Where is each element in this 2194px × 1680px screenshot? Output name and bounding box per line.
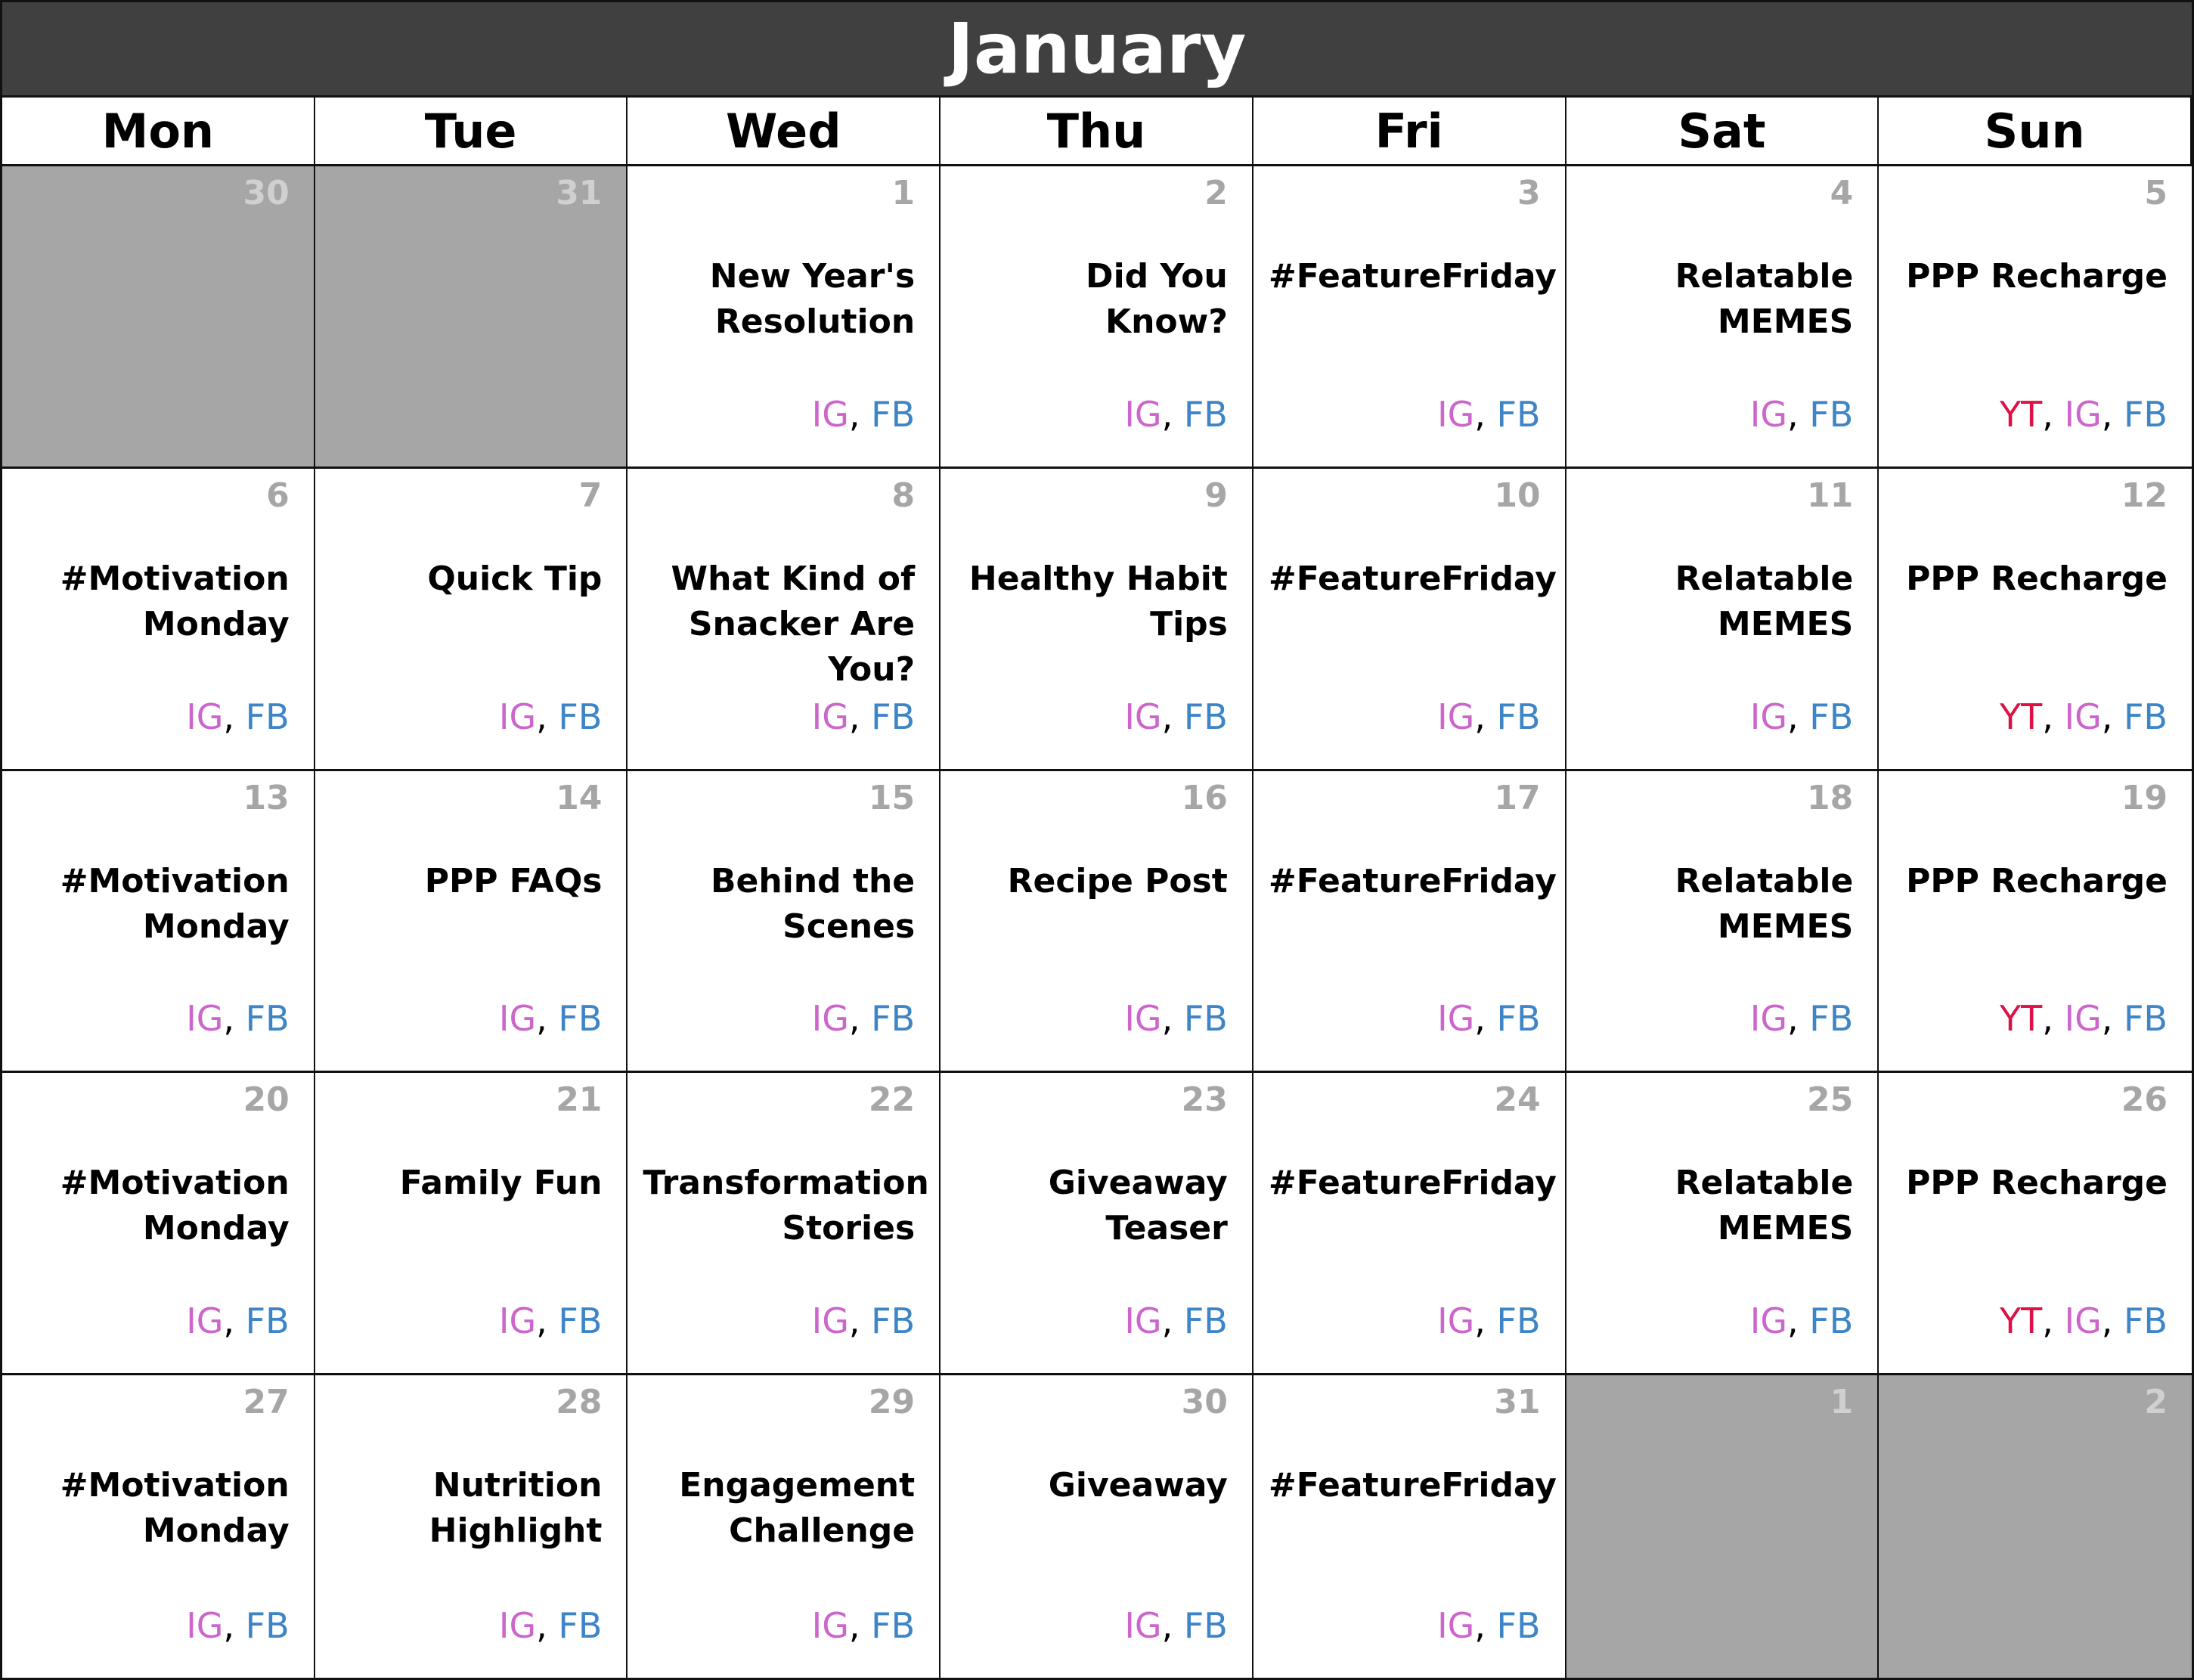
platform-list — [186, 998, 290, 1039]
day-number: 18 — [1807, 778, 1854, 817]
platform-separator: , — [1474, 1300, 1497, 1342]
post-topic: PPP Recharge — [1906, 559, 2168, 598]
platform-list — [1124, 998, 1228, 1039]
platform-list — [186, 1605, 290, 1646]
platform-separator: , — [848, 998, 872, 1040]
platform-tag-ig: IG — [1124, 998, 1162, 1040]
platform-list — [812, 1300, 916, 1341]
platform-list — [1124, 394, 1228, 435]
platform-tag-ig: IG — [498, 1604, 537, 1646]
platform-separator: , — [223, 998, 246, 1040]
platform-separator: , — [848, 393, 872, 435]
day-number: 31 — [556, 174, 603, 212]
platform-tag-ig: IG — [2064, 998, 2102, 1040]
calendar-day[interactable] — [1253, 469, 1566, 771]
platform-tag-ig: IG — [2064, 1300, 2102, 1342]
platform-tag-fb: FB — [1496, 696, 1541, 737]
platform-tag-ig: IG — [186, 1604, 224, 1646]
calendar-day[interactable] — [1253, 1073, 1566, 1375]
platform-tag-ig: IG — [1437, 393, 1475, 435]
post-topic: #FeatureFriday — [1268, 1164, 1557, 1203]
platform-tag-fb: FB — [2123, 998, 2168, 1040]
calendar-day-outside-month[interactable] — [315, 166, 628, 469]
platform-list — [1437, 998, 1541, 1039]
post-topic: Relatable MEMES — [1675, 559, 1854, 643]
platform-list — [812, 998, 916, 1039]
platform-list — [1437, 696, 1541, 737]
platform-tag-ig: IG — [498, 1300, 537, 1342]
post-topic: PPP FAQs — [424, 861, 603, 900]
post-topic: Relatable MEMES — [1675, 861, 1854, 946]
day-number: 25 — [1807, 1080, 1854, 1120]
platform-list — [499, 1605, 603, 1646]
platform-tag-ig: IG — [1124, 696, 1162, 737]
platform-separator: , — [2042, 1300, 2065, 1342]
platform-list — [812, 696, 916, 737]
calendar-day-outside-month[interactable] — [2, 166, 315, 469]
day-number: 17 — [1494, 778, 1541, 817]
platform-tag-fb: FB — [2123, 1300, 2168, 1342]
post-topic: Transformation Stories — [643, 1164, 929, 1248]
post-topic: #FeatureFriday — [1268, 559, 1557, 598]
platform-tag-fb: FB — [1496, 998, 1541, 1040]
platform-tag-ig: IG — [1124, 393, 1162, 435]
day-number: 10 — [1494, 476, 1541, 515]
platform-tag-yt: YT — [2000, 696, 2043, 737]
calendar-day[interactable] — [941, 1073, 1253, 1375]
calendar-day[interactable] — [628, 1073, 941, 1375]
weekday-header-wed: Wed — [628, 98, 941, 166]
platform-tag-ig: IG — [186, 696, 224, 737]
calendar-day[interactable] — [941, 771, 1253, 1074]
calendar-day[interactable] — [1566, 166, 1879, 469]
platform-tag-fb: FB — [558, 696, 603, 737]
platform-tag-ig: IG — [811, 1300, 849, 1342]
post-topic: Nutrition Highlight — [429, 1466, 603, 1551]
day-number: 15 — [868, 778, 916, 817]
platform-tag-fb: FB — [871, 998, 916, 1040]
platform-separator: , — [1161, 393, 1184, 435]
platform-separator: , — [2101, 393, 2124, 435]
platform-list — [186, 696, 290, 737]
post-topic: Did You Know? — [1086, 257, 1228, 341]
day-number: 23 — [1181, 1080, 1228, 1120]
platform-tag-fb: FB — [2123, 696, 2168, 737]
platform-tag-ig: IG — [498, 696, 537, 737]
platform-tag-ig: IG — [811, 696, 849, 737]
platform-tag-fb: FB — [245, 1604, 290, 1646]
platform-tag-ig: IG — [186, 1300, 224, 1342]
platform-list — [1750, 696, 1854, 737]
post-topic: #FeatureFriday — [1268, 861, 1557, 900]
platform-tag-ig: IG — [1749, 393, 1787, 435]
month-title: January — [2, 2, 2192, 98]
platform-tag-fb: FB — [558, 998, 603, 1040]
day-number: 1 — [891, 174, 916, 212]
calendar-day[interactable] — [2, 1073, 315, 1375]
platform-list — [2000, 696, 2168, 737]
platform-tag-yt: YT — [2000, 1300, 2043, 1342]
platform-list — [1437, 394, 1541, 435]
day-number: 22 — [868, 1080, 916, 1120]
day-number: 13 — [243, 778, 290, 817]
platform-separator: , — [536, 998, 559, 1040]
calendar-day[interactable] — [1253, 166, 1566, 469]
platform-tag-yt: YT — [2000, 393, 2043, 435]
weekday-header-mon: Mon — [2, 98, 315, 166]
platform-list — [186, 1300, 290, 1341]
post-topic: #Motivation Monday — [60, 861, 290, 946]
day-number: 21 — [556, 1080, 603, 1120]
platform-list — [1124, 1300, 1228, 1341]
weekday-header-sun: Sun — [1879, 98, 2192, 166]
day-number: 12 — [2121, 476, 2168, 515]
platform-separator: , — [2101, 1300, 2124, 1342]
platform-separator: , — [1474, 696, 1497, 737]
platform-tag-fb: FB — [1183, 998, 1228, 1040]
calendar-day[interactable] — [1566, 469, 1879, 771]
platform-tag-fb: FB — [1809, 998, 1854, 1040]
post-topic: #Motivation Monday — [60, 1164, 290, 1248]
calendar-day[interactable] — [628, 469, 941, 771]
day-number: 30 — [1181, 1383, 1228, 1422]
calendar-day[interactable] — [315, 1375, 628, 1678]
post-topic: PPP Recharge — [1906, 861, 2168, 900]
day-number: 14 — [556, 778, 603, 817]
platform-tag-ig: IG — [1124, 1300, 1162, 1342]
day-number: 8 — [891, 476, 916, 515]
platform-tag-fb: FB — [1183, 696, 1228, 737]
platform-tag-ig: IG — [1749, 998, 1787, 1040]
day-number: 19 — [2121, 778, 2168, 817]
platform-tag-fb: FB — [1496, 393, 1541, 435]
platform-list — [1750, 1300, 1854, 1341]
post-topic: PPP Recharge — [1906, 1164, 2168, 1203]
calendar-day[interactable] — [1879, 771, 2192, 1074]
post-topic: #FeatureFriday — [1268, 257, 1557, 296]
platform-separator: , — [223, 696, 246, 737]
platform-separator: , — [1161, 998, 1184, 1040]
day-number: 24 — [1494, 1080, 1541, 1120]
platform-list — [2000, 1300, 2168, 1341]
platform-separator: , — [1474, 1604, 1497, 1646]
calendar-day[interactable] — [1879, 166, 2192, 469]
calendar-day[interactable] — [1879, 469, 2192, 771]
platform-separator: , — [1787, 393, 1810, 435]
platform-tag-ig: IG — [1749, 1300, 1787, 1342]
post-topic: PPP Recharge — [1906, 257, 2168, 296]
day-number: 7 — [578, 476, 603, 515]
platform-separator: , — [2042, 393, 2065, 435]
post-topic: Healthy Habit Tips — [968, 559, 1228, 643]
post-topic: Recipe Post — [1007, 861, 1228, 900]
platform-separator: , — [1161, 1300, 1184, 1342]
platform-tag-fb: FB — [1183, 1604, 1228, 1646]
calendar-day[interactable] — [315, 469, 628, 771]
platform-separator: , — [2042, 696, 2065, 737]
post-topic: #Motivation Monday — [60, 1466, 290, 1551]
platform-separator: , — [1161, 1604, 1184, 1646]
platform-separator: , — [2101, 998, 2124, 1040]
calendar-day[interactable] — [941, 1375, 1253, 1678]
platform-list — [812, 394, 916, 435]
platform-separator: , — [536, 1300, 559, 1342]
day-number: 5 — [2144, 174, 2168, 212]
platform-tag-fb: FB — [871, 696, 916, 737]
day-number: 9 — [1204, 476, 1228, 515]
platform-tag-ig: IG — [2064, 393, 2102, 435]
platform-list — [1124, 696, 1228, 737]
platform-separator: , — [223, 1604, 246, 1646]
platform-tag-fb: FB — [871, 1300, 916, 1342]
calendar-day[interactable] — [2, 469, 315, 771]
platform-tag-fb: FB — [1496, 1604, 1541, 1646]
platform-list — [1437, 1605, 1541, 1646]
calendar-day[interactable] — [1253, 771, 1566, 1074]
platform-tag-ig: IG — [1749, 696, 1787, 737]
weekday-header-sat: Sat — [1566, 98, 1879, 166]
day-number: 30 — [243, 174, 290, 212]
platform-list — [499, 696, 603, 737]
platform-separator: , — [1474, 998, 1497, 1040]
platform-separator: , — [1787, 1300, 1810, 1342]
platform-separator: , — [223, 1300, 246, 1342]
post-topic: #FeatureFriday — [1268, 1466, 1557, 1505]
calendar-day[interactable] — [628, 771, 941, 1074]
platform-list — [1750, 998, 1854, 1039]
day-number: 1 — [1830, 1383, 1854, 1422]
platform-tag-fb: FB — [1809, 696, 1854, 737]
platform-separator: , — [1787, 696, 1810, 737]
day-number: 4 — [1830, 174, 1854, 212]
platform-list — [1437, 1300, 1541, 1341]
platform-tag-fb: FB — [1183, 393, 1228, 435]
calendar-day-outside-month[interactable] — [1879, 1375, 2192, 1678]
platform-separator: , — [1161, 696, 1184, 737]
platform-list — [1750, 394, 1854, 435]
platform-tag-fb: FB — [558, 1604, 603, 1646]
day-number: 6 — [266, 476, 290, 515]
calendar-day[interactable] — [628, 166, 941, 469]
post-topic: #Motivation Monday — [60, 559, 290, 643]
post-topic: Relatable MEMES — [1675, 1164, 1854, 1248]
platform-separator: , — [1474, 393, 1497, 435]
platform-list — [499, 1300, 603, 1341]
post-topic: Family Fun — [399, 1164, 603, 1203]
day-number: 31 — [1494, 1383, 1541, 1422]
platform-tag-ig: IG — [1437, 998, 1475, 1040]
platform-list — [1124, 1605, 1228, 1646]
platform-tag-fb: FB — [245, 998, 290, 1040]
platform-separator: , — [2042, 998, 2065, 1040]
day-number: 11 — [1807, 476, 1854, 515]
platform-list — [499, 998, 603, 1039]
calendar-day[interactable] — [315, 1073, 628, 1375]
platform-tag-fb: FB — [1809, 393, 1854, 435]
calendar-day[interactable] — [1566, 771, 1879, 1074]
calendar-day[interactable] — [941, 166, 1253, 469]
weekday-header-thu: Thu — [941, 98, 1253, 166]
platform-tag-fb: FB — [2123, 393, 2168, 435]
day-number: 16 — [1181, 778, 1228, 817]
platform-tag-fb: FB — [871, 1604, 916, 1646]
post-topic: Quick Tip — [427, 559, 603, 598]
platform-separator: , — [1787, 998, 1810, 1040]
post-topic: Engagement Challenge — [679, 1466, 916, 1551]
platform-tag-ig: IG — [811, 393, 849, 435]
calendar-day[interactable] — [2, 771, 315, 1074]
weekday-header-fri: Fri — [1253, 98, 1566, 166]
platform-tag-fb: FB — [1496, 1300, 1541, 1342]
calendar-day[interactable] — [628, 1375, 941, 1678]
platform-list — [812, 1605, 916, 1646]
platform-tag-ig: IG — [186, 998, 224, 1040]
post-topic: Relatable MEMES — [1675, 257, 1854, 341]
post-topic: Behind the Scenes — [711, 861, 916, 946]
platform-list — [2000, 998, 2168, 1039]
calendar-day-outside-month[interactable] — [1566, 1375, 1879, 1678]
platform-tag-fb: FB — [245, 1300, 290, 1342]
platform-list — [2000, 394, 2168, 435]
platform-separator: , — [848, 1300, 872, 1342]
platform-tag-ig: IG — [2064, 696, 2102, 737]
day-number: 20 — [243, 1080, 290, 1120]
platform-tag-fb: FB — [871, 393, 916, 435]
platform-tag-fb: FB — [1183, 1300, 1228, 1342]
weekday-header-tue: Tue — [315, 98, 628, 166]
platform-tag-ig: IG — [811, 998, 849, 1040]
day-number: 29 — [868, 1383, 916, 1422]
platform-tag-ig: IG — [1437, 1604, 1475, 1646]
post-topic: Giveaway Teaser — [1048, 1164, 1228, 1248]
calendar-day[interactable] — [315, 771, 628, 1074]
platform-separator: , — [536, 696, 559, 737]
calendar-day[interactable] — [1566, 1073, 1879, 1375]
platform-separator: , — [2101, 696, 2124, 737]
platform-tag-ig: IG — [811, 1604, 849, 1646]
day-number: 2 — [1204, 174, 1228, 212]
calendar-day[interactable] — [1879, 1073, 2192, 1375]
day-number: 2 — [2144, 1383, 2168, 1422]
post-topic: What Kind of Snacker Are You? — [671, 559, 916, 689]
platform-tag-ig: IG — [1124, 1604, 1162, 1646]
post-topic: Giveaway — [1048, 1466, 1228, 1505]
post-topic: New Year's Resolution — [709, 257, 916, 341]
platform-tag-ig: IG — [1437, 1300, 1475, 1342]
calendar-day[interactable] — [941, 469, 1253, 771]
platform-tag-fb: FB — [558, 1300, 603, 1342]
day-number: 27 — [243, 1383, 290, 1422]
day-number: 3 — [1517, 174, 1541, 212]
calendar-day[interactable] — [2, 1375, 315, 1678]
day-number: 26 — [2121, 1080, 2168, 1120]
platform-separator: , — [536, 1604, 559, 1646]
calendar-day[interactable] — [1253, 1375, 1566, 1678]
platform-separator: , — [848, 696, 872, 737]
platform-tag-fb: FB — [245, 696, 290, 737]
day-number: 28 — [556, 1383, 603, 1422]
platform-tag-yt: YT — [2000, 998, 2043, 1040]
platform-tag-fb: FB — [1809, 1300, 1854, 1342]
platform-tag-ig: IG — [1437, 696, 1475, 737]
platform-tag-ig: IG — [498, 998, 537, 1040]
platform-separator: , — [848, 1604, 872, 1646]
